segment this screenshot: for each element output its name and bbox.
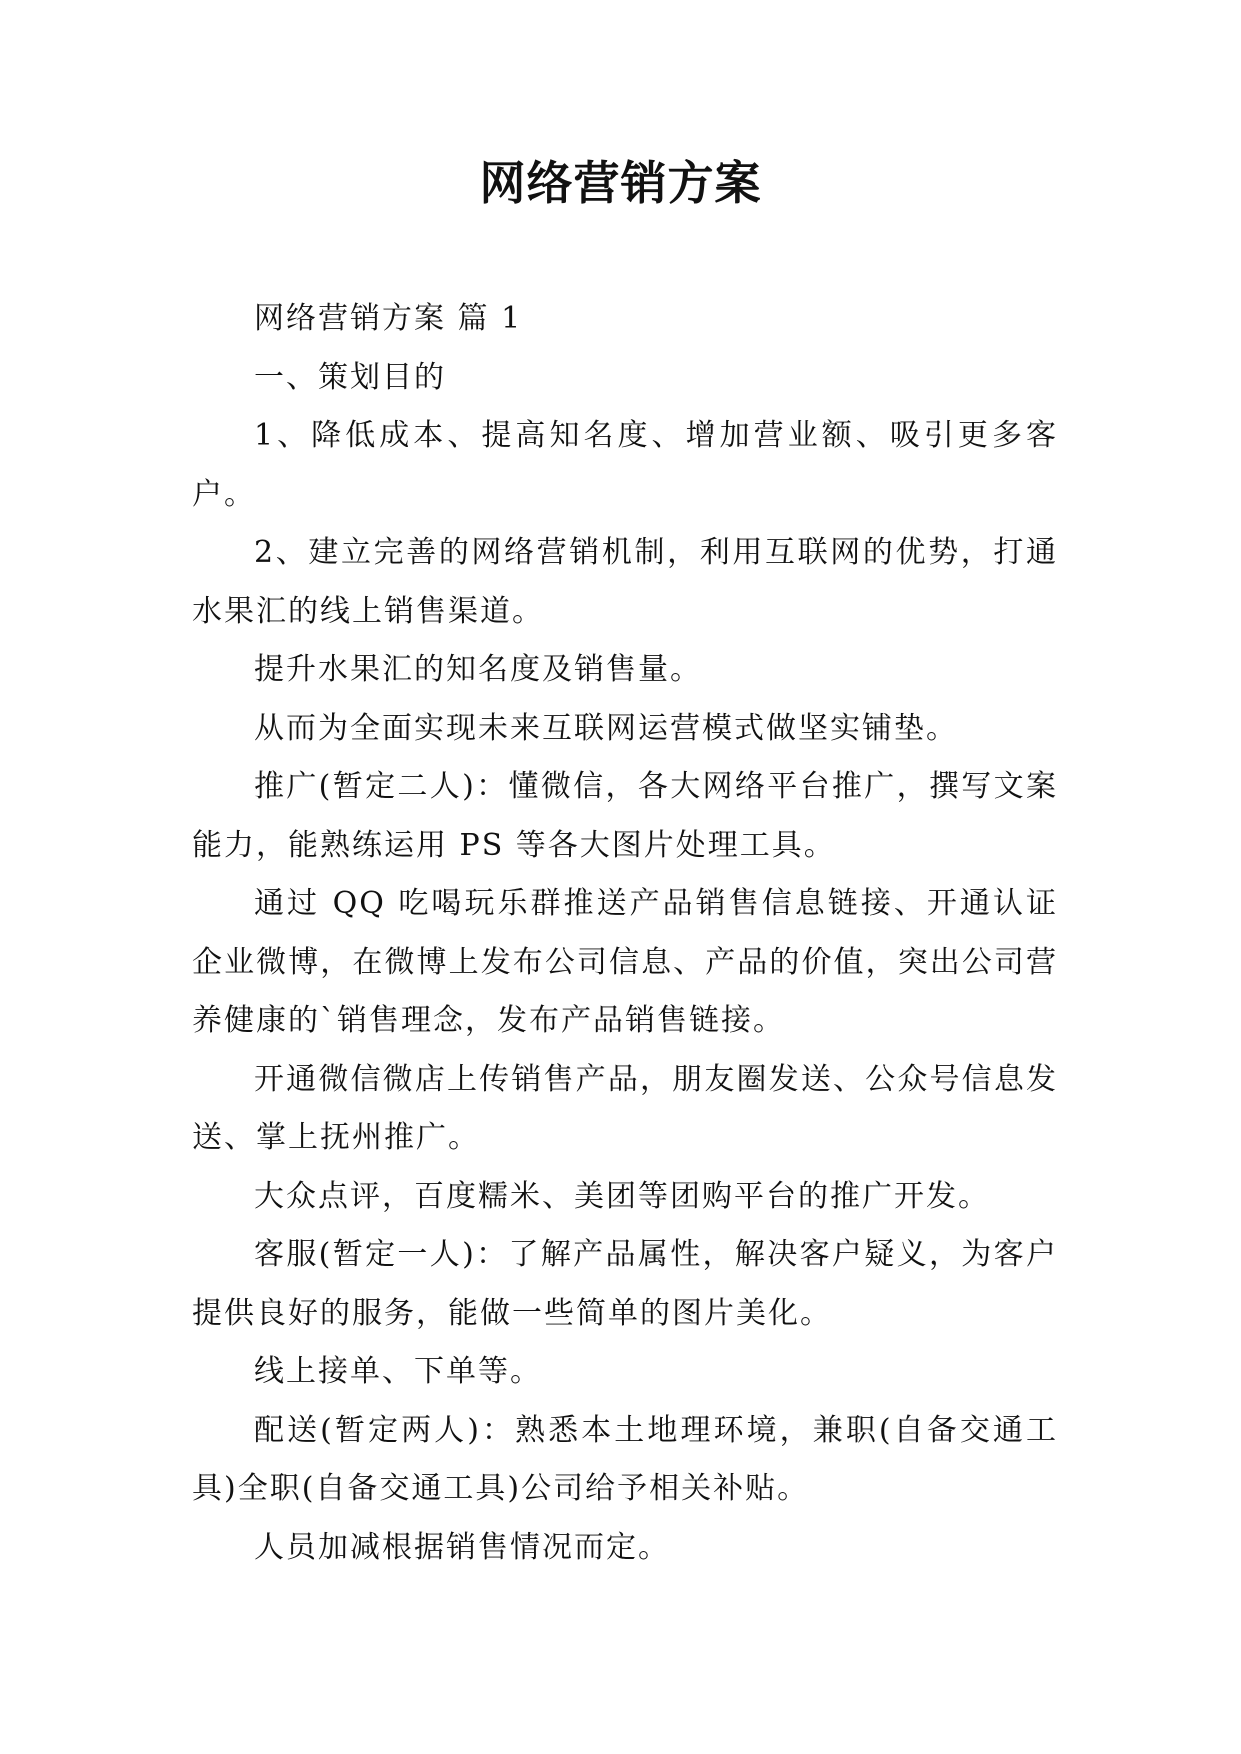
- document-title: 网络营销方案: [479, 156, 762, 210]
- paragraph: 推广(暂定二人)：懂微信，各大网络平台推广，撰写文案能力，能熟练运用 PS 等各大图片处理工具。: [192, 769, 1058, 863]
- paragraph: 通过 QQ 吃喝玩乐群推送产品销售信息链接、开通认证企业微博，在微博上发布公司信息、产品的价值，突出公司营养健康的`销售理念，发布产品销售链接。: [192, 886, 1058, 1038]
- paragraph: 人员加减根据销售情况而定。: [254, 1529, 670, 1565]
- paragraph: 线上接单、下单等。: [254, 1354, 542, 1389]
- paragraph: 1、降低成本、提高知名度、增加营业额、吸引更多客户。: [192, 418, 1058, 512]
- paragraph: 客服(暂定一人)：了解产品属性，解决客户疑义，为客户提供良好的服务，能做一些简单的图片美化。: [192, 1237, 1058, 1331]
- paragraph: 开通微信微店上传销售产品，朋友圈发送、公众号信息发送、掌上抚州推广。: [192, 1061, 1058, 1155]
- paragraph: 大众点评，百度糯米、美团等团购平台的推广开发。: [254, 1178, 990, 1214]
- paragraph: 提升水果汇的知名度及销售量。: [254, 652, 702, 687]
- paragraph: 配送(暂定两人)：熟悉本土地理环境，兼职(自备交通工具)全职(自备交通工具)公司给予相关补贴。: [192, 1412, 1058, 1506]
- document-body: [192, 290, 1058, 1577]
- paragraph: 一、策划目的: [254, 359, 446, 395]
- paragraph: 从而为全面实现未来互联网运营模式做坚实铺垫。: [254, 710, 958, 746]
- paragraph: 网络营销方案 篇 1: [254, 301, 523, 336]
- paragraph: 2、建立完善的网络营销机制，利用互联网的优势，打通水果汇的线上销售渠道。: [192, 535, 1058, 629]
